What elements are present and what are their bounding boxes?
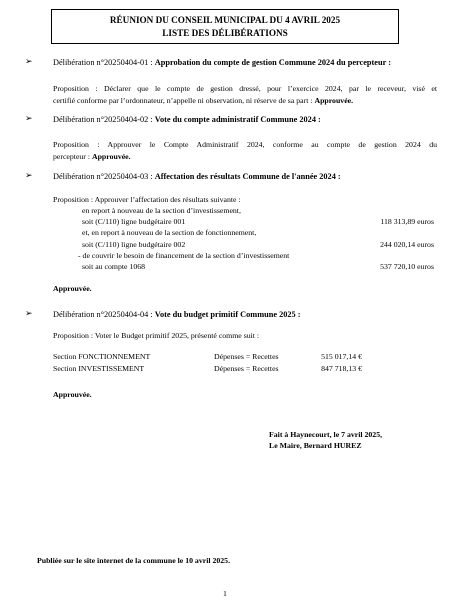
deliberation-3-subject: Affectation des résultats Commune de l'année 2024 : — [154, 172, 341, 181]
deliberation-1-subject: Approbation du compte de gestion Commune 2024 du percepteur : — [154, 58, 391, 67]
budget-row-2-amount: 847 718,13 € — [321, 364, 362, 373]
deliberation-1-proposal-line2: certifié conforme par l’ordonnateur, n’appelle ni observation, ni réserve de sa part : Approuvée. — [53, 96, 354, 105]
signature-mayor: Le Maire, Bernard HUREZ — [269, 441, 362, 450]
budget-row-1-label: Dépenses = Recettes — [214, 352, 279, 361]
allocation-line-2: soit (C/110) ligne budgétaire 001 — [82, 217, 186, 226]
deliberation-1-heading — [53, 58, 391, 67]
deliberation-3-proposal-intro: Proposition : Approuver l’affectation des résultats suivante : — [53, 195, 241, 204]
deliberation-3-ref: Délibération n°20250404-03 : — [53, 172, 153, 181]
allocation-amount-4: 244 020,14 euros — [380, 240, 434, 249]
allocation-line-3: et, en report à nouveau de la section de fonctionnement, — [82, 228, 257, 237]
signature-place-date: Fait à Haynecourt, le 7 avril 2025, — [269, 430, 383, 439]
deliberation-4-ref: Délibération n°20250404-04 : — [53, 310, 153, 319]
deliberation-2-heading — [53, 115, 321, 124]
publication-notice: Publiée sur le site internet de la commune le 10 avril 2025. — [37, 556, 231, 565]
arrow-bullet-icon: ➢ — [25, 114, 33, 124]
deliberation-1-ref: Délibération n°20250404-01 : — [53, 58, 153, 67]
arrow-bullet-icon: ➢ — [25, 309, 33, 319]
page-number: 1 — [223, 589, 227, 598]
deliberation-4-subject: Vote du budget primitif Commune 2025 : — [154, 310, 301, 319]
arrow-bullet-icon: ➢ — [25, 171, 33, 181]
deliberation-4-outcome: Approuvée. — [53, 390, 92, 399]
deliberation-1-outcome: Approuvée. — [314, 96, 354, 105]
budget-row-2-label: Dépenses = Recettes — [214, 364, 279, 373]
deliberation-2-ref: Délibération n°20250404-02 : — [53, 115, 153, 124]
deliberation-2-outcome: Approuvée. — [91, 152, 131, 161]
deliberation-2-proposal-line2: percepteur : Approuvée. — [53, 152, 131, 161]
budget-row-1-section: Section FONCTIONNEMENT — [53, 352, 151, 361]
deliberation-1-proposal-line1: Proposition : Déclarer que le compte de gestion dressé, pour l’exercice 2024, par le receveur, visé et — [53, 84, 437, 93]
arrow-bullet-icon: ➢ — [25, 57, 33, 67]
budget-row-1-amount: 515 017,14 € — [321, 352, 362, 361]
allocation-line-6: soit au compte 1068 — [82, 262, 146, 271]
allocation-amount-2: 118 313,89 euros — [380, 217, 434, 226]
deliberation-3-heading — [53, 172, 341, 181]
budget-row-2-section: Section INVESTISSEMENT — [53, 364, 145, 373]
deliberation-3-outcome: Approuvée. — [53, 284, 92, 293]
deliberation-2-subject: Vote du compte administratif Commune 2024 : — [154, 115, 321, 124]
allocation-line-1: en report à nouveau de la section d’investissement, — [82, 206, 241, 215]
deliberation-4-heading — [53, 310, 301, 319]
deliberation-4-proposal-intro: Proposition : Voter le Budget primitif 2025, présenté comme suit : — [53, 331, 260, 340]
deliberation-2-proposal-line1: Proposition : Approuver le Compte Administratif 2024, conforme au compte de gestion 2024 du — [53, 140, 437, 149]
allocation-amount-6: 537 720,10 euros — [380, 262, 434, 271]
title-box — [51, 9, 399, 44]
page-title: RÉUNION DU CONSEIL MUNICIPAL DU 4 AVRIL 2025 — [109, 15, 341, 25]
allocation-line-4: soit (C/110) ligne budgétaire 002 — [82, 240, 186, 249]
allocation-line-5: - de couvrir le besoin de financement de la section d’investissement — [78, 251, 290, 260]
page-subtitle: LISTE DES DÉLIBÉRATIONS — [162, 28, 288, 38]
